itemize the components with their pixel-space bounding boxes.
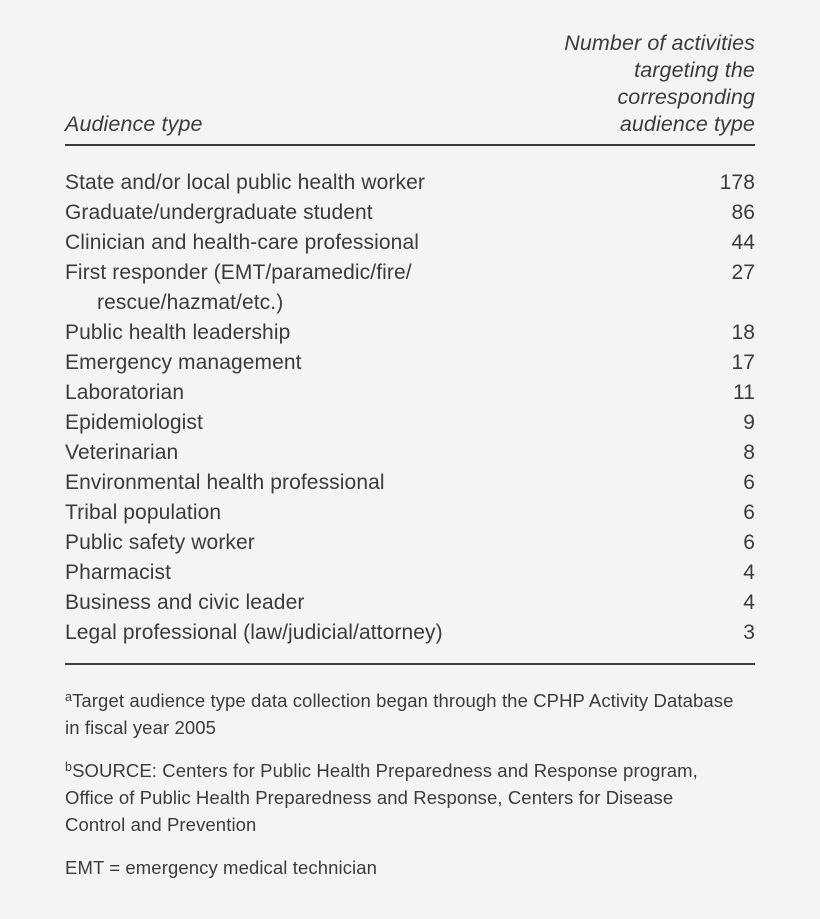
audience-type-text: Veterinarian (65, 441, 179, 464)
table-row (65, 258, 755, 318)
audience-type-text: Legal professional (law/judicial/attorney) (65, 621, 443, 644)
activity-count-cell: 4 (743, 591, 755, 614)
audience-type-text: Emergency management (65, 351, 302, 374)
audience-type-text: Epidemiologist (65, 411, 203, 434)
activity-count-cell: 3 (743, 621, 755, 644)
activity-count-cell: 4 (743, 561, 755, 584)
column-header-audience-type: Audience type (65, 112, 203, 136)
audience-type-cell (65, 168, 445, 198)
footnote-marker: b (65, 760, 73, 774)
audience-type-text: State and/or local public health worker (65, 171, 425, 194)
table-row (65, 528, 755, 558)
audience-type-text: Clinician and health-care professional (65, 231, 420, 254)
table-row (65, 498, 755, 528)
count-header-line-3: corresponding (617, 85, 755, 109)
footnote-marker: a (65, 690, 73, 704)
audience-type-text: Environmental health professional (65, 471, 385, 494)
audience-type-cell (65, 258, 432, 318)
audience-type-cell (65, 558, 191, 588)
audience-type-text: Public health leadership (65, 321, 291, 344)
audience-type-cell (65, 378, 204, 408)
audience-type-cell (65, 528, 275, 558)
activity-count-cell: 6 (743, 501, 755, 524)
table-row (65, 618, 755, 648)
footnote-text: Target audience type data collection began through the CPHP Activity Database in fiscal year 2005 (65, 690, 734, 738)
activity-count-cell: 27 (731, 261, 755, 284)
activity-count-cell: 6 (743, 531, 755, 554)
audience-type-cell (65, 228, 439, 258)
audience-type-cell (65, 438, 198, 468)
activity-count-cell: 178 (719, 171, 755, 194)
count-header-line-2: targeting the (634, 58, 755, 82)
table-row (65, 168, 755, 198)
activity-count-cell: 17 (731, 351, 755, 374)
table-row (65, 468, 755, 498)
audience-type-cell (65, 618, 463, 648)
count-header-line-1: Number of activities (564, 31, 755, 55)
activity-count-cell: 86 (731, 201, 755, 224)
table-bottom-rule (65, 663, 755, 665)
table-row (65, 348, 755, 378)
footnote (65, 854, 737, 881)
table-row (65, 378, 755, 408)
audience-type-cell (65, 468, 405, 498)
audience-type-text: Pharmacist (65, 561, 172, 584)
table-row (65, 198, 755, 228)
activity-count-cell: 8 (743, 441, 755, 464)
audience-type-cell (65, 588, 324, 618)
table-row (65, 318, 755, 348)
activity-count-cell: 9 (743, 411, 755, 434)
audience-type-text-continuation: rescue/hazmat/etc.) (97, 291, 284, 314)
activity-count-cell: 44 (731, 231, 755, 254)
footnote-text: EMT = emergency medical technician (65, 857, 378, 878)
table-row (65, 408, 755, 438)
audience-type-cell (65, 498, 241, 528)
table-body (65, 168, 755, 648)
column-header-activity-count (564, 30, 755, 138)
table-row (65, 438, 755, 468)
audience-type-cell (65, 408, 223, 438)
audience-type-text: Business and civic leader (65, 591, 305, 614)
table-top-rule (65, 144, 755, 146)
table-row (65, 558, 755, 588)
audience-type-text: Public safety worker (65, 531, 255, 554)
audience-type-text: First responder (EMT/paramedic/fire/ (65, 261, 412, 284)
footnote (65, 757, 737, 838)
table-header-row (65, 0, 755, 144)
table-row (65, 228, 755, 258)
audience-type-cell (65, 348, 322, 378)
activity-count-cell: 18 (731, 321, 755, 344)
footnote (65, 687, 737, 741)
footnote-text: SOURCE: Centers for Public Health Preparedness and Response program, Office of Public Health Preparedness and Response, Centers for Disease Control and Prevention (65, 760, 698, 835)
audience-type-cell (65, 318, 310, 348)
table-row (65, 588, 755, 618)
activity-count-cell: 11 (733, 381, 755, 404)
audience-type-text: Graduate/undergraduate student (65, 201, 373, 224)
audience-type-text: Tribal population (65, 501, 222, 524)
table-footnotes (65, 687, 755, 881)
count-header-line-4: audience type (619, 112, 755, 136)
audience-type-text: Laboratorian (65, 381, 185, 404)
audience-type-cell (65, 198, 393, 228)
activity-count-cell: 6 (743, 471, 755, 494)
